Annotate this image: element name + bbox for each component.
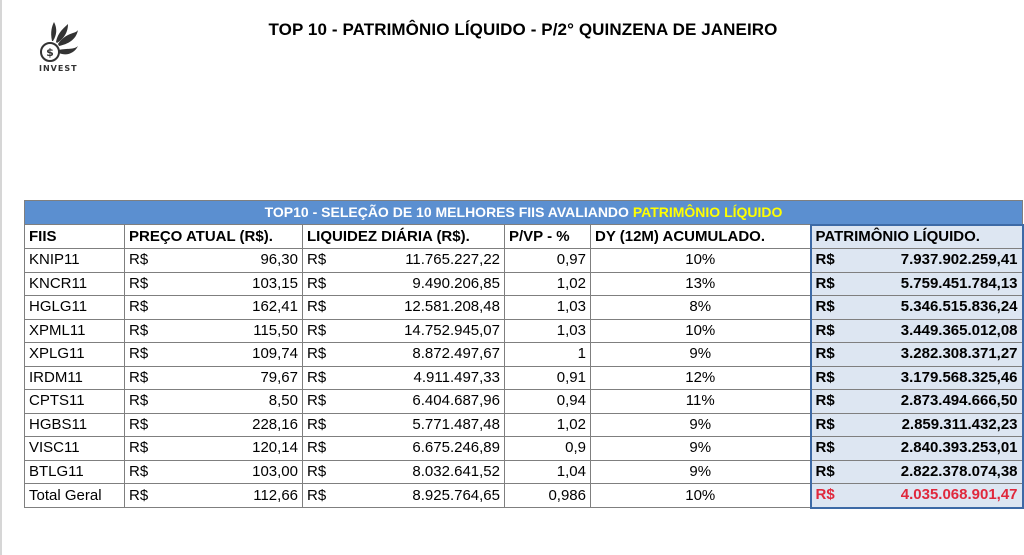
fii-code: HGBS11 [25, 413, 125, 437]
fii-code: HGLG11 [25, 296, 125, 320]
pvp-value: 1,03 [505, 296, 591, 320]
dy-value: 9% [591, 343, 811, 367]
header-fiis: FIIS [25, 225, 125, 249]
header-liquidez: LIQUIDEZ DIÁRIA (R$). [303, 225, 505, 249]
preco-value: 120,14 [157, 437, 303, 461]
pl-currency: R$ [811, 460, 851, 484]
liquidez-value: 14.752.945,07 [333, 319, 505, 343]
pl-value: 7.937.902.259,41 [851, 249, 1023, 273]
fii-code: KNCR11 [25, 272, 125, 296]
pvp-value: 0,9 [505, 437, 591, 461]
liquidez-value: 12.581.208,48 [333, 296, 505, 320]
table-banner-row [25, 201, 1023, 225]
page-left-border [0, 0, 2, 555]
header-pl: PATRIMÔNIO LÍQUIDO. [811, 225, 1023, 249]
pvp-value: 0,94 [505, 390, 591, 414]
liquidez-value: 6.404.687,96 [333, 390, 505, 414]
total-pl: 4.035.068.901,47 [851, 484, 1023, 508]
total-pl-currency: R$ [811, 484, 851, 508]
pvp-value: 1,03 [505, 319, 591, 343]
dy-value: 10% [591, 249, 811, 273]
fii-code: XPLG11 [25, 343, 125, 367]
preco-currency: R$ [125, 272, 157, 296]
table-body [25, 249, 1023, 484]
pl-value: 2.859.311.432,23 [851, 413, 1023, 437]
preco-currency: R$ [125, 437, 157, 461]
liquidez-currency: R$ [303, 390, 333, 414]
preco-currency: R$ [125, 319, 157, 343]
dy-value: 13% [591, 272, 811, 296]
table-row [25, 460, 1023, 484]
preco-value: 115,50 [157, 319, 303, 343]
pl-currency: R$ [811, 343, 851, 367]
preco-value: 228,16 [157, 413, 303, 437]
table-total-row [25, 484, 1023, 508]
liquidez-currency: R$ [303, 343, 333, 367]
pl-currency: R$ [811, 296, 851, 320]
header-dy: DY (12M) ACUMULADO. [591, 225, 811, 249]
table-row [25, 249, 1023, 273]
liquidez-value: 9.490.206,85 [333, 272, 505, 296]
dy-value: 11% [591, 390, 811, 414]
preco-currency: R$ [125, 390, 157, 414]
total-label: Total Geral [25, 484, 125, 508]
pl-currency: R$ [811, 413, 851, 437]
pvp-value: 1,02 [505, 272, 591, 296]
table-row [25, 390, 1023, 414]
pl-currency: R$ [811, 437, 851, 461]
pl-value: 2.822.378.074,38 [851, 460, 1023, 484]
liquidez-currency: R$ [303, 296, 333, 320]
pl-currency: R$ [811, 390, 851, 414]
pl-currency: R$ [811, 366, 851, 390]
fii-code: XPML11 [25, 319, 125, 343]
pl-value: 3.282.308.371,27 [851, 343, 1023, 367]
total-liquidez: 8.925.764,65 [333, 484, 505, 508]
preco-value: 103,00 [157, 460, 303, 484]
liquidez-value: 6.675.246,89 [333, 437, 505, 461]
liquidez-currency: R$ [303, 437, 333, 461]
preco-value: 103,15 [157, 272, 303, 296]
dy-value: 10% [591, 319, 811, 343]
liquidez-currency: R$ [303, 249, 333, 273]
pvp-value: 0,97 [505, 249, 591, 273]
dy-value: 9% [591, 460, 811, 484]
pl-value: 2.840.393.253,01 [851, 437, 1023, 461]
preco-currency: R$ [125, 366, 157, 390]
pl-value: 3.179.568.325,46 [851, 366, 1023, 390]
table-row [25, 343, 1023, 367]
table-row [25, 319, 1023, 343]
pl-currency: R$ [811, 319, 851, 343]
liquidez-currency: R$ [303, 460, 333, 484]
preco-currency: R$ [125, 296, 157, 320]
banner-highlight: PATRIMÔNIO LÍQUIDO [632, 204, 783, 221]
preco-value: 8,50 [157, 390, 303, 414]
liquidez-value: 4.911.497,33 [333, 366, 505, 390]
liquidez-currency: R$ [303, 413, 333, 437]
table-banner [25, 201, 1023, 225]
liquidez-value: 5.771.487,48 [333, 413, 505, 437]
liquidez-currency: R$ [303, 272, 333, 296]
fii-code: CPTS11 [25, 390, 125, 414]
total-preco-currency: R$ [125, 484, 157, 508]
total-dy: 10% [591, 484, 811, 508]
table-row [25, 413, 1023, 437]
table-row [25, 296, 1023, 320]
preco-currency: R$ [125, 249, 157, 273]
pl-value: 2.873.494.666,50 [851, 390, 1023, 414]
preco-currency: R$ [125, 460, 157, 484]
dy-value: 9% [591, 437, 811, 461]
fii-code: VISC11 [25, 437, 125, 461]
pvp-value: 1,04 [505, 460, 591, 484]
pvp-value: 1 [505, 343, 591, 367]
logo-wordmark: INVEST [39, 64, 78, 73]
table-row [25, 437, 1023, 461]
total-pvp: 0,986 [505, 484, 591, 508]
preco-value: 162,41 [157, 296, 303, 320]
pvp-value: 0,91 [505, 366, 591, 390]
liquidez-value: 8.872.497,67 [333, 343, 505, 367]
pl-value: 3.449.365.012,08 [851, 319, 1023, 343]
header-preco: PREÇO ATUAL (R$). [125, 225, 303, 249]
fii-table [24, 200, 1024, 509]
total-liquidez-currency: R$ [303, 484, 333, 508]
dy-value: 12% [591, 366, 811, 390]
liquidez-value: 8.032.641,52 [333, 460, 505, 484]
table-header-row [25, 225, 1023, 249]
svg-text:$: $ [46, 46, 54, 59]
liquidez-currency: R$ [303, 366, 333, 390]
liquidez-currency: R$ [303, 319, 333, 343]
fii-code: KNIP11 [25, 249, 125, 273]
fii-code: BTLG11 [25, 460, 125, 484]
table-row [25, 366, 1023, 390]
liquidez-value: 11.765.227,22 [333, 249, 505, 273]
preco-value: 109,74 [157, 343, 303, 367]
pl-value: 5.346.515.836,24 [851, 296, 1023, 320]
total-preco: 112,66 [157, 484, 303, 508]
pvp-value: 1,02 [505, 413, 591, 437]
header-pvp: P/VP - % [505, 225, 591, 249]
dy-value: 9% [591, 413, 811, 437]
banner-prefix: TOP10 - SELEÇÃO DE 10 MELHORES FIIS AVALIANDO [264, 204, 633, 221]
preco-value: 79,67 [157, 366, 303, 390]
preco-currency: R$ [125, 413, 157, 437]
preco-currency: R$ [125, 343, 157, 367]
pl-currency: R$ [811, 249, 851, 273]
dy-value: 8% [591, 296, 811, 320]
pl-value: 5.759.451.784,13 [851, 272, 1023, 296]
table-row [25, 272, 1023, 296]
preco-value: 96,30 [157, 249, 303, 273]
page-title: TOP 10 - PATRIMÔNIO LÍQUIDO - P/2° QUINZENA DE JANEIRO [268, 20, 778, 39]
pl-currency: R$ [811, 272, 851, 296]
fii-code: IRDM11 [25, 366, 125, 390]
